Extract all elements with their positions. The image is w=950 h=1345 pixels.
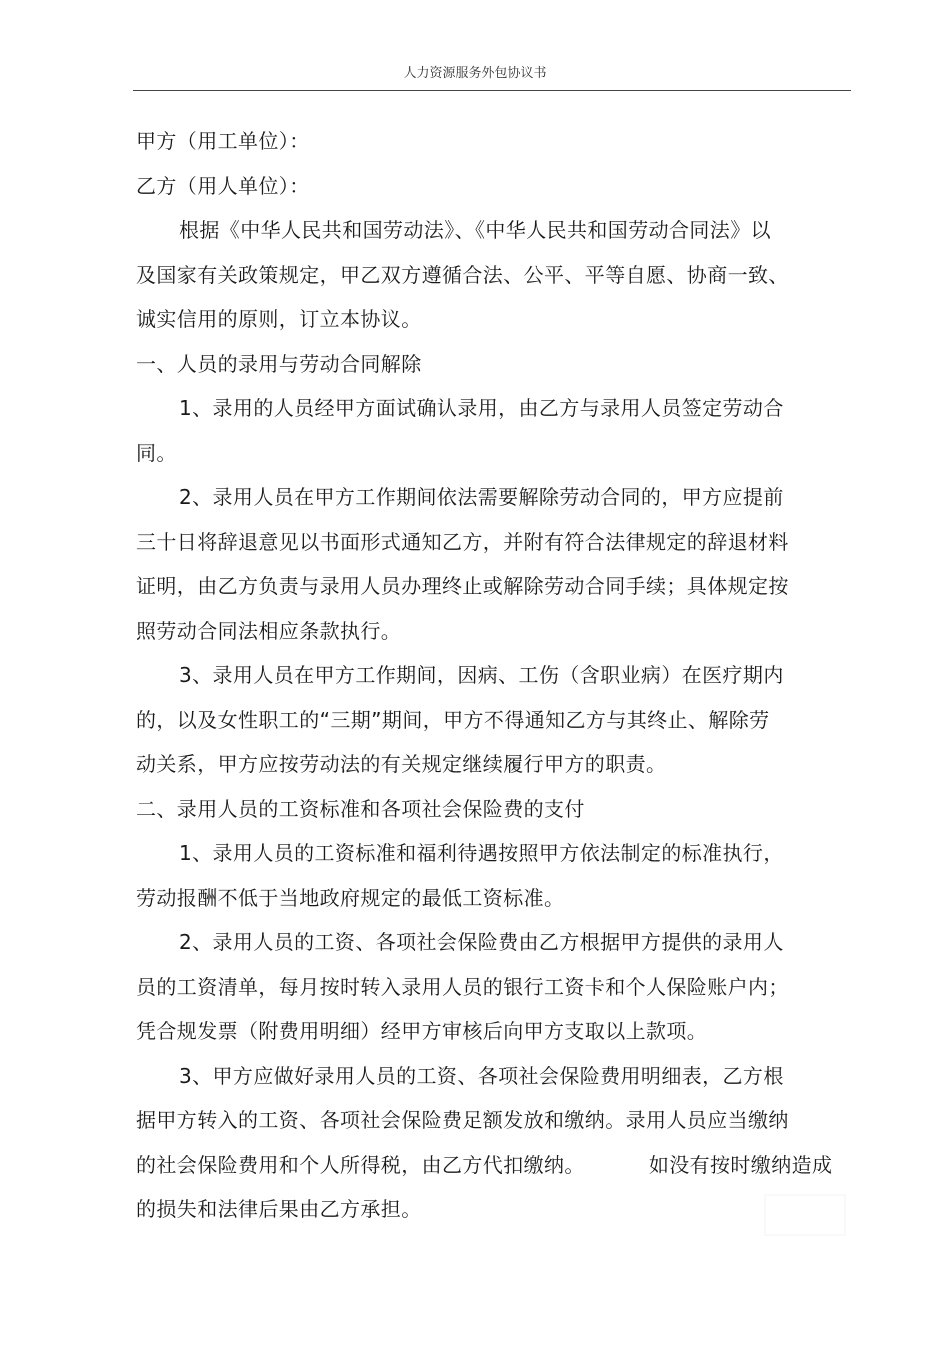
header-rule — [133, 90, 851, 91]
s2-clause2-line3: 凭合规发票（附费用明细）经甲方审核后向甲方支取以上款项。 — [136, 1019, 708, 1043]
s2-clause3-line1: 3、甲方应做好录用人员的工资、各项社会保险费用明细表，乙方根 — [179, 1063, 784, 1088]
s2-clause3-line4: 的损失和法律后果由乙方承担。 — [136, 1197, 422, 1221]
page-header: 人力资源服务外包协议书 — [403, 66, 547, 81]
s1-clause2-line3: 证明，由乙方负责与录用人员办理终止或解除劳动合同手续；具体规定按 — [136, 574, 789, 598]
party-b-line: 乙方（用人单位）： — [136, 173, 310, 198]
s2-clause3-line3-part1: 的社会保险费用和个人所得税，由乙方代扣缴纳。 — [136, 1152, 585, 1177]
section-2-heading: 二、录用人员的工资标准和各项社会保险费的支付 — [136, 796, 585, 821]
s1-clause3-line2: 的，以及女性职工的“三期”期间，甲方不得通知乙方与其终止、解除劳 — [136, 707, 770, 732]
s1-clause2-line1: 2、录用人员在甲方工作期间依法需要解除劳动合同的，甲方应提前 — [179, 485, 784, 509]
section-1-heading: 一、人员的录用与劳动合同解除 — [136, 351, 422, 376]
s2-clause3-line2: 据甲方转入的工资、各项社会保险费足额发放和缴纳。录用人员应当缴纳 — [136, 1108, 789, 1132]
s2-clause2-line2: 员的工资清单，每月按时转入录用人员的银行工资卡和个人保险账户内； — [136, 974, 789, 999]
preamble-line-3: 诚实信用的原则，订立本协议。 — [136, 307, 422, 331]
s1-clause1-line2: 同。 — [136, 440, 177, 465]
s1-clause2-line4: 照劳动合同法相应条款执行。 — [136, 618, 402, 643]
s2-clause3-line3 — [136, 1143, 833, 1188]
s1-clause2-line2: 三十日将辞退意见以书面形式通知乙方，并附有符合法律规定的辞退材料 — [136, 529, 789, 554]
s2-clause1-line2: 劳动报酬不低于当地政府规定的最低工资标准。 — [136, 885, 565, 910]
party-a-line: 甲方（用工单位）： — [136, 129, 310, 153]
document-body — [136, 119, 833, 1232]
s1-clause3-line1: 3、录用人员在甲方工作期间，因病、工伤（含职业病）在医疗期内 — [179, 663, 784, 687]
s2-clause1-line1: 1、录用人员的工资标准和福利待遇按照甲方依法制定的标准执行， — [179, 841, 784, 865]
preamble-line-1: 根据《中华人民共和国劳动法》、《中华人民共和国劳动合同法》以 — [179, 218, 771, 242]
preamble-line-2: 及国家有关政策规定，甲乙双方遵循合法、公平、平等自愿、协商一致、 — [136, 262, 789, 287]
s2-clause2-line1: 2、录用人员的工资、各项社会保险费由乙方根据甲方提供的录用人 — [179, 930, 784, 954]
s1-clause1-line1: 1、录用的人员经甲方面试确认录用，由乙方与录用人员签定劳动合 — [179, 396, 784, 420]
faint-watermark-icon — [760, 1185, 850, 1245]
s1-clause3-line3: 动关系，甲方应按劳动法的有关规定继续履行甲方的职责。 — [136, 752, 667, 776]
s2-clause3-line3-part2: 如没有按时缴纳造成 — [648, 1152, 833, 1177]
